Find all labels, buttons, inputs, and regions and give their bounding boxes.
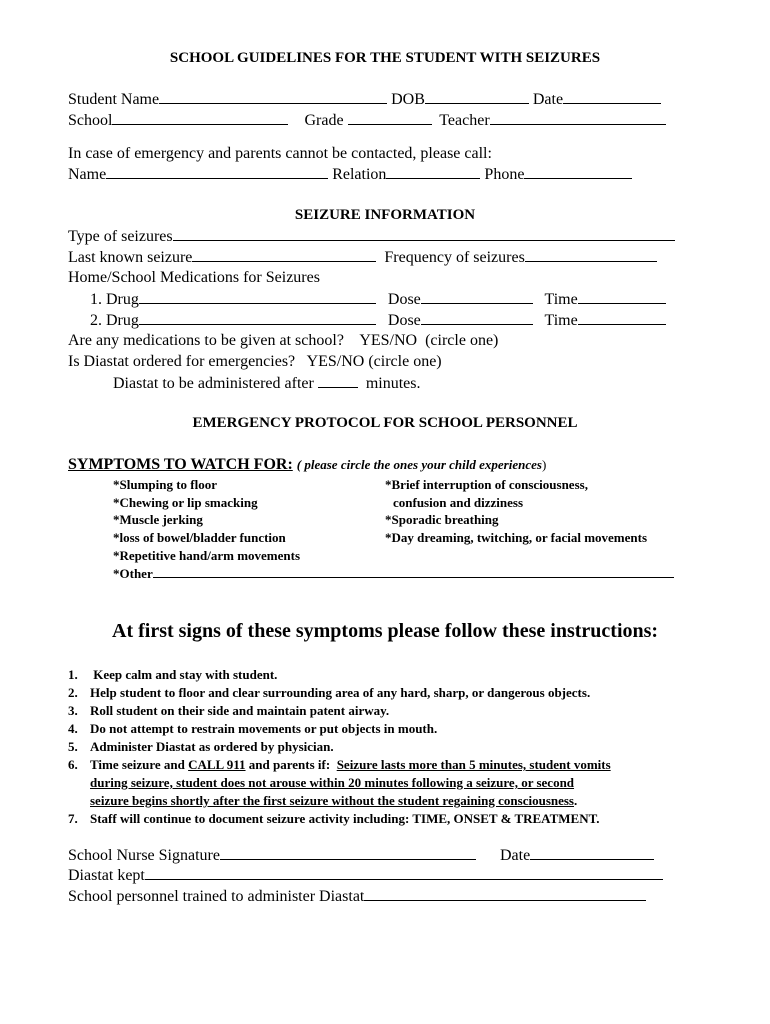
student-row [68,90,661,109]
diastat-ordered-question: Is Diastat ordered for emergencies? YES/NO (circle one) [68,353,442,370]
other-row [113,566,674,582]
instruction-condition-1: Seizure lasts more than 5 minutes, student vomits [336,757,611,772]
relation-label: Relation [332,166,387,183]
diastat-kept-row [68,866,663,885]
contact-name-field[interactable] [106,165,328,179]
contact-name-label: Name [68,166,107,183]
seizure-info-heading: SEIZURE INFORMATION [294,207,476,223]
time2-field[interactable] [578,311,666,325]
teacher-label: Teacher [439,112,490,129]
dose2-label: Dose [387,312,421,329]
instruction-5 [68,739,334,755]
drug2-label: 2. Drug [90,312,139,329]
symptoms-header [68,456,546,474]
time1-label: Time [544,291,578,308]
instruction-text: Roll student on their side and maintain patent airway. [90,703,390,718]
call-911: CALL 911 [188,757,246,772]
symptom-left-4: *loss of bowel/bladder function [113,530,286,545]
instruction-text: Do not attempt to restrain movements or put objects in mouth. [90,721,438,736]
instruction-condition-3: seizure begins shortly after the first seizure without the student regaining consciousness [90,793,574,808]
grade-field[interactable] [348,111,432,125]
instruction-num: 7. [68,811,78,826]
contact-row [68,165,632,184]
instruction-num: 1. [68,667,78,682]
drug2-row [90,311,666,330]
dob-label: DOB [391,91,425,108]
dose1-label: Dose [387,291,421,308]
symptom-right-1-cont: confusion and dizziness [393,495,524,510]
instruction-num: 6. [68,757,78,772]
symptom-left-2: *Chewing or lip smacking [113,495,258,510]
date-label: Date [532,91,564,108]
dose2-field[interactable] [421,311,533,325]
drug1-label: 1. Drug [90,291,139,308]
instruction-num: 5. [68,739,78,754]
type-field[interactable] [173,227,675,241]
phone-label: Phone [484,166,525,183]
instruction-text-a: Time seizure and [90,757,189,772]
nurse-row [68,846,654,865]
symptom-right-2: *Sporadic breathing [385,512,499,527]
meds-at-school-question: Are any medications to be given at school? YES/NO (circle one) [68,332,499,349]
diastat-admin-label: Diastat to be administered after [113,375,314,392]
diastat-admin-row [113,374,420,393]
signature-date-label: Date [499,847,531,864]
minutes-label: minutes. [365,375,421,392]
other-field[interactable] [153,566,674,578]
symptom-left-5: *Repetitive hand/arm movements [113,548,301,563]
emergency-intro: In case of emergency and parents cannot be contacted, please call: [68,145,492,162]
instruction-num: 4. [68,721,78,736]
last-known-row [68,248,657,267]
protocol-heading: EMERGENCY PROTOCOL FOR SCHOOL PERSONNEL [192,415,578,431]
symptom-left-3: *Muscle jerking [113,512,203,527]
teacher-field[interactable] [490,111,666,125]
relation-field[interactable] [386,165,480,179]
instruction-6-end [90,793,577,809]
instruction-num: 3. [68,703,78,718]
frequency-field[interactable] [525,248,657,262]
time2-label: Time [544,312,578,329]
instruction-6 [68,757,611,773]
signature-date-field[interactable] [530,846,654,860]
drug2-field[interactable] [139,311,376,325]
time1-field[interactable] [578,290,666,304]
instruction-text: Keep calm and stay with student. [90,667,278,682]
medications-label: Home/School Medications for Seizures [68,269,320,286]
symptoms-note: ( please circle the ones your child experiences [296,457,542,472]
instruction-1 [68,667,277,683]
symptom-right-1: *Brief interruption of consciousness, [385,477,588,492]
instruction-text: Help student to floor and clear surrounding area of any hard, sharp, or dangerous objects. [90,685,591,700]
instruction-text-b: and parents if: [245,757,337,772]
type-label: Type of seizures [68,228,173,245]
symptom-right-3: *Day dreaming, twitching, or facial movements [385,530,648,545]
other-label: *Other [113,566,153,581]
instruction-3 [68,703,389,719]
personnel-label: School personnel trained to administer Diastat [68,888,365,905]
personnel-row [68,887,646,906]
student-name-label: Student Name [68,91,160,108]
diastat-kept-label: Diastat kept [68,867,145,884]
instruction-4 [68,721,437,737]
phone-field[interactable] [524,165,632,179]
nurse-label: School Nurse Signature [68,847,220,864]
school-field[interactable] [112,111,288,125]
date-field[interactable] [563,90,661,104]
instruction-condition-2: during seizure, student does not arouse within 20 minutes following a seizure, or second [90,775,575,790]
school-label: School [68,112,113,129]
symptom-left-1: *Slumping to floor [113,477,218,492]
diastat-minutes-field[interactable] [318,374,358,388]
last-known-field[interactable] [192,248,376,262]
last-known-label: Last known seizure [68,249,193,266]
symptoms-label: SYMPTOMS TO WATCH FOR: [68,456,293,473]
diastat-kept-field[interactable] [145,866,663,880]
dob-field[interactable] [425,90,529,104]
school-row [68,111,666,130]
page-title: SCHOOL GUIDELINES FOR THE STUDENT WITH SEIZURES [169,50,601,66]
instruction-period: . [574,793,578,808]
grade-label: Grade [304,112,344,129]
nurse-signature-field[interactable] [220,846,476,860]
instruction-7 [68,811,600,827]
instructions-heading: At first signs of these symptoms please follow these instructions: [112,620,659,642]
instruction-2 [68,685,590,701]
personnel-field[interactable] [364,887,646,901]
symptoms-note-close: ) [541,457,547,472]
instruction-text: Administer Diastat as ordered by physician. [90,739,334,754]
drug1-field[interactable] [139,290,376,304]
type-row [68,227,675,246]
drug1-row [90,290,666,309]
frequency-label: Frequency of seizures [384,249,525,266]
instruction-text: Staff will continue to document seizure activity including: TIME, ONSET & TREATMENT. [90,811,600,826]
student-name-field[interactable] [159,90,387,104]
instruction-num: 2. [68,685,78,700]
dose1-field[interactable] [421,290,533,304]
